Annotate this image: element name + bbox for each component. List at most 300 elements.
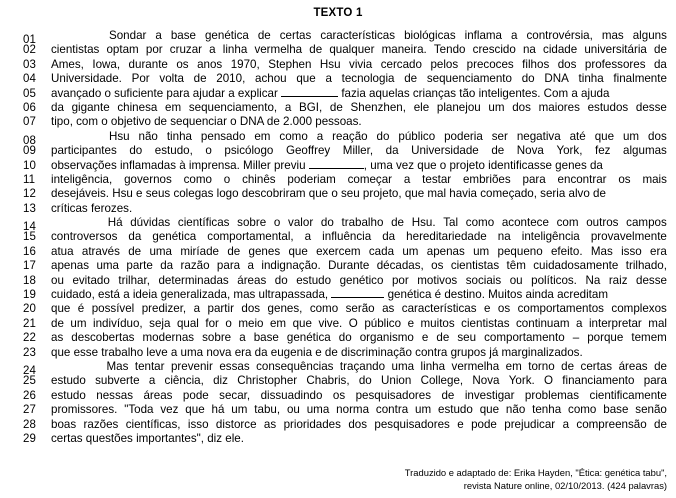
word: cientistas [461, 316, 510, 330]
line-number: 27 [23, 404, 36, 417]
word: serão [345, 302, 375, 316]
word: da [385, 144, 399, 158]
line-text [51, 403, 676, 417]
line-text: certas questões importantes", diz ele. [51, 431, 244, 445]
word: valor [288, 216, 314, 230]
word: dos [648, 129, 667, 143]
text-line [0, 87, 676, 101]
word: a [562, 417, 570, 431]
word: áreas [237, 273, 267, 287]
word: ciência, [164, 374, 204, 388]
word: continuam [516, 316, 570, 330]
line-text [51, 101, 676, 115]
word: de [128, 244, 142, 258]
word: do [358, 374, 372, 388]
word: cuidadosamente [533, 259, 619, 273]
word: prevenir [170, 359, 213, 373]
word: Mas [106, 359, 129, 373]
line-text [51, 245, 676, 259]
word: Tendo [433, 43, 466, 57]
line-text [51, 43, 676, 57]
word: por [391, 273, 409, 287]
word: problemas [524, 388, 580, 402]
text-line [0, 403, 676, 417]
word: Na [585, 273, 601, 287]
line-number: 04 [23, 73, 36, 86]
word: e [407, 316, 415, 330]
word: e [421, 331, 429, 345]
word: universitária [584, 43, 647, 57]
word: BGI, [299, 100, 323, 114]
word: diz [213, 374, 228, 388]
word: estudo [51, 374, 86, 388]
word: em [165, 100, 182, 114]
word: Por [131, 72, 150, 86]
word: tinha [166, 129, 192, 143]
line-number: 10 [23, 159, 36, 172]
word: para [522, 172, 546, 186]
word: durante [128, 57, 168, 71]
word: Hsu. [411, 216, 436, 230]
word: organismo [359, 331, 414, 345]
word: e [484, 302, 491, 316]
word: certas [279, 29, 312, 42]
word: de [491, 144, 505, 158]
word: mais [642, 172, 667, 186]
word: participantes [51, 144, 117, 158]
line-text: críticas ferozes. [51, 201, 133, 215]
word: sociais [465, 273, 502, 287]
word: controversos [51, 230, 118, 244]
word: tenha [532, 403, 562, 417]
word: razão [180, 259, 210, 273]
word: vivia [349, 57, 373, 71]
word: da [653, 57, 667, 71]
word: em [269, 316, 287, 330]
word: pode [182, 388, 209, 402]
word: motivos [417, 273, 458, 287]
word: genético [339, 273, 384, 287]
word: mas [601, 29, 624, 42]
word: dos [512, 100, 531, 114]
word: como [183, 172, 212, 186]
word: Christopher [237, 374, 298, 388]
word: acontece [501, 216, 549, 230]
word: a [148, 374, 156, 388]
word: Universidade. [51, 72, 122, 86]
word: poderiam [287, 172, 336, 186]
word: Ames, [51, 57, 84, 71]
paragraph-indent [51, 29, 100, 43]
word: partir [207, 302, 234, 316]
word: apenas [426, 244, 465, 258]
word: secar, [219, 388, 251, 402]
word: um [415, 403, 432, 417]
paragraph-indent [51, 130, 100, 144]
line-number: 16 [23, 245, 36, 258]
word: por [145, 43, 163, 57]
word: em [505, 359, 522, 373]
word: fez [595, 144, 611, 158]
word: boas [51, 417, 77, 431]
word: as [51, 331, 64, 345]
word: genética [204, 29, 249, 42]
word: raiz [608, 273, 628, 287]
word: o [223, 172, 231, 186]
line-number: 12 [23, 188, 36, 201]
text-line [0, 115, 676, 129]
word: planejou [436, 100, 481, 114]
line-text [51, 58, 676, 72]
word: indivíduo, [93, 316, 143, 330]
word: exercem [316, 244, 361, 258]
word: promissores. [51, 403, 118, 417]
word: tinha [578, 72, 604, 86]
word: testar [422, 172, 452, 186]
word: as [263, 417, 277, 431]
word: uma [149, 244, 173, 258]
word: comportamental, [207, 230, 294, 244]
text-line [0, 359, 676, 378]
word: da [160, 259, 174, 273]
word: trabalho [341, 216, 384, 230]
word: isso [187, 417, 209, 431]
word: inteligência [521, 230, 580, 244]
word: tentar [134, 359, 165, 373]
word: na [522, 43, 536, 57]
word: vermelha [254, 43, 303, 57]
word: torno [528, 359, 555, 373]
word: filhos [522, 57, 550, 71]
word: Durante [328, 259, 370, 273]
word: for [205, 316, 219, 330]
word: da [51, 100, 64, 114]
word: o [205, 144, 212, 158]
word: de [329, 100, 343, 114]
word: meio [238, 316, 264, 330]
word: do [274, 273, 288, 287]
word: Geoffrey [285, 144, 331, 158]
word: campos [626, 216, 667, 230]
word: comportamento [484, 331, 565, 345]
line-number: 07 [23, 116, 36, 129]
word: como [465, 216, 495, 230]
word: como [568, 403, 597, 417]
word: a [155, 29, 162, 42]
word: uma [96, 259, 119, 273]
line-text [51, 130, 676, 144]
word: estudos [587, 100, 629, 114]
word: do [376, 129, 390, 143]
word: – [572, 331, 580, 345]
word: a [209, 43, 216, 57]
word: desse [636, 273, 667, 287]
word: em [254, 129, 271, 143]
word: do [338, 331, 352, 345]
word: a [247, 259, 254, 273]
word: a [193, 302, 201, 316]
word: O [348, 316, 358, 330]
word: da [382, 230, 396, 244]
word: da [128, 230, 142, 244]
word: estudo, [154, 144, 193, 158]
word: através [81, 244, 120, 258]
word: tabu, [254, 403, 281, 417]
word: base [603, 403, 629, 417]
line-text: observações inflamadas à imprensa. Miller previu , uma vez que o projeto identificasse genes da [51, 158, 603, 172]
word: volta [159, 72, 184, 86]
word: científicas, [125, 417, 181, 431]
word: uma [391, 359, 415, 373]
word: desse [635, 100, 667, 114]
word: temem [631, 331, 667, 345]
word: linha [420, 359, 446, 373]
word: que [479, 403, 500, 417]
text-line [0, 274, 676, 288]
text-line [0, 129, 676, 148]
word: e [457, 417, 464, 431]
word: crescido [472, 43, 516, 57]
word: pensado [200, 129, 246, 143]
word: precoces [466, 57, 514, 71]
word: ele [413, 100, 430, 114]
word: um [402, 244, 419, 258]
word: distorce [215, 417, 257, 431]
word: DNA [544, 72, 569, 86]
word: 2010, [216, 72, 246, 86]
word: contra [375, 403, 409, 417]
line-text [51, 274, 676, 288]
word: "Toda [124, 403, 154, 417]
word: que [296, 72, 316, 86]
word: há [211, 403, 225, 417]
text-line [0, 159, 676, 173]
word: um [231, 403, 248, 417]
word: Shenzhen, [350, 100, 406, 114]
word: características [320, 29, 396, 42]
line-number: 23 [23, 346, 36, 359]
word: Iowa, [92, 57, 121, 71]
word: dos [348, 417, 368, 431]
word: na [497, 230, 511, 244]
word: do [521, 72, 535, 86]
text-line [0, 101, 676, 115]
word: cientistas [450, 259, 500, 273]
word: York. [508, 374, 535, 388]
word: que [51, 302, 71, 316]
word: a [511, 29, 518, 42]
text-line [0, 331, 676, 345]
line-number: 25 [23, 375, 36, 388]
word: a [325, 72, 332, 86]
word: descobertas [71, 331, 135, 345]
page-title: TEXTO 1 [313, 7, 363, 19]
line-text: que esse trabalho leve a uma nova era da eugenia e de discriminação contra grupos já marginalizados. [51, 345, 583, 359]
text-line [0, 230, 676, 244]
word: de [654, 359, 667, 373]
word: Sondar [109, 29, 147, 42]
text-line [0, 432, 676, 446]
word: chinês [242, 172, 276, 186]
word: seu [457, 331, 477, 345]
word: mal [648, 316, 667, 330]
word: os [497, 302, 511, 316]
word: de [51, 316, 64, 330]
word: até [569, 129, 586, 143]
word: um [488, 100, 505, 114]
word: genes, [267, 302, 303, 316]
line-number: 06 [23, 101, 36, 114]
line-number: 09 [23, 145, 36, 158]
word: predizer, [141, 302, 187, 316]
word: interpretar [588, 316, 642, 330]
word: um [473, 244, 490, 258]
word: políticos. [531, 273, 577, 287]
word: miríade [180, 244, 219, 258]
word: comportamentos [517, 302, 604, 316]
line-number: 13 [23, 202, 36, 215]
text-line [0, 418, 676, 432]
word: estudo [296, 273, 332, 287]
word: Union [381, 374, 412, 388]
word: linha [222, 43, 248, 57]
word: seja [149, 316, 171, 330]
word: Nova [516, 144, 544, 158]
word: evitado [72, 273, 110, 287]
word: dissuadindo [260, 388, 323, 402]
line-text [51, 230, 676, 244]
line-number: 15 [23, 231, 36, 244]
word: sobre [237, 216, 267, 230]
word: isso [621, 244, 642, 258]
text-line [0, 43, 676, 57]
line-text [51, 331, 676, 345]
word: começar [347, 172, 393, 186]
word: ou [51, 273, 64, 287]
word: de [227, 244, 241, 258]
word: embriões [462, 172, 511, 186]
text-line [0, 144, 676, 158]
line-text [51, 360, 676, 374]
line-number: 28 [23, 418, 36, 431]
line-text [51, 374, 676, 388]
word: traçando [339, 359, 386, 373]
line-number: 29 [23, 432, 36, 445]
word: que [185, 403, 205, 417]
word: os [332, 388, 346, 402]
word: era [650, 244, 667, 258]
word: governos [124, 172, 172, 186]
line-number: 24 [23, 365, 36, 378]
line-number: 02 [23, 44, 36, 57]
line-text: avançado o suficiente para ajudar a explicar fazia aquelas crianças tão inteligentes. Com a ajuda [51, 86, 610, 100]
attribution-line-2: revista Nature online, 02/10/2013. (424 palavras) [463, 479, 667, 491]
word: como [279, 129, 308, 143]
line-text: tipo, com o objetivo de sequenciar o DNA de 2.000 pessoas. [51, 115, 362, 129]
word: psicólogo [224, 144, 274, 158]
word: estudo [438, 403, 473, 417]
word: os [618, 172, 631, 186]
word: de [436, 331, 450, 345]
word: base [253, 331, 279, 345]
word: optam [106, 43, 139, 57]
word: Chabris, [306, 374, 350, 388]
word: ou [509, 273, 523, 287]
word: de [193, 72, 207, 86]
word: genes [248, 244, 281, 258]
word: a [316, 129, 324, 143]
line-number: 01 [23, 34, 36, 47]
word: Mas [590, 244, 613, 258]
word: hereditariedade [406, 230, 487, 244]
word: qual [176, 316, 199, 330]
text-line [0, 202, 676, 216]
word: o [273, 216, 281, 230]
word: Universidade [411, 144, 479, 158]
word: pesquisadores [374, 417, 450, 431]
word: genética [286, 331, 331, 345]
word: de [257, 29, 271, 42]
word: pesquisadores [355, 388, 432, 402]
line-number: 19 [23, 289, 36, 302]
word: sequenciamento, [188, 100, 278, 114]
word: Hsu [319, 57, 341, 71]
word: ou [286, 403, 300, 417]
word: os [176, 57, 189, 71]
word: norma [336, 403, 370, 417]
word: tecnologia [341, 72, 395, 86]
word: áreas [143, 388, 173, 402]
line-text [51, 259, 676, 273]
word: a [304, 230, 312, 244]
word: influência [322, 230, 372, 244]
word: de [441, 388, 455, 402]
word: Há [107, 216, 123, 230]
word: com [556, 216, 579, 230]
word: compreensão [576, 417, 647, 431]
word: o [225, 316, 232, 330]
word: não [138, 129, 158, 143]
word: dos [241, 302, 261, 316]
text-line [0, 216, 676, 234]
line-text [51, 418, 676, 432]
word: para [643, 374, 667, 388]
word: sobre [202, 331, 232, 345]
word: a [284, 100, 292, 114]
paragraph-indent [51, 216, 100, 230]
word: cada [368, 244, 395, 258]
word: prejudicar [504, 417, 556, 431]
word: maiores [538, 100, 580, 114]
text-body [0, 29, 676, 446]
line-text [51, 144, 676, 158]
line-text [51, 216, 676, 230]
line-number: 20 [23, 303, 36, 316]
word: que [594, 129, 615, 143]
word: a [403, 172, 411, 186]
line-number: 17 [23, 260, 36, 273]
word: Stephen [268, 57, 312, 71]
word: a [239, 331, 246, 345]
line-number: 03 [23, 58, 36, 71]
word: achou [255, 72, 287, 86]
word: provavelmente [590, 230, 667, 244]
word: O [544, 374, 554, 388]
blank-fill [309, 159, 364, 168]
word: College, [420, 374, 464, 388]
word: cientificamente [589, 388, 667, 402]
word: determinadas [158, 273, 229, 287]
